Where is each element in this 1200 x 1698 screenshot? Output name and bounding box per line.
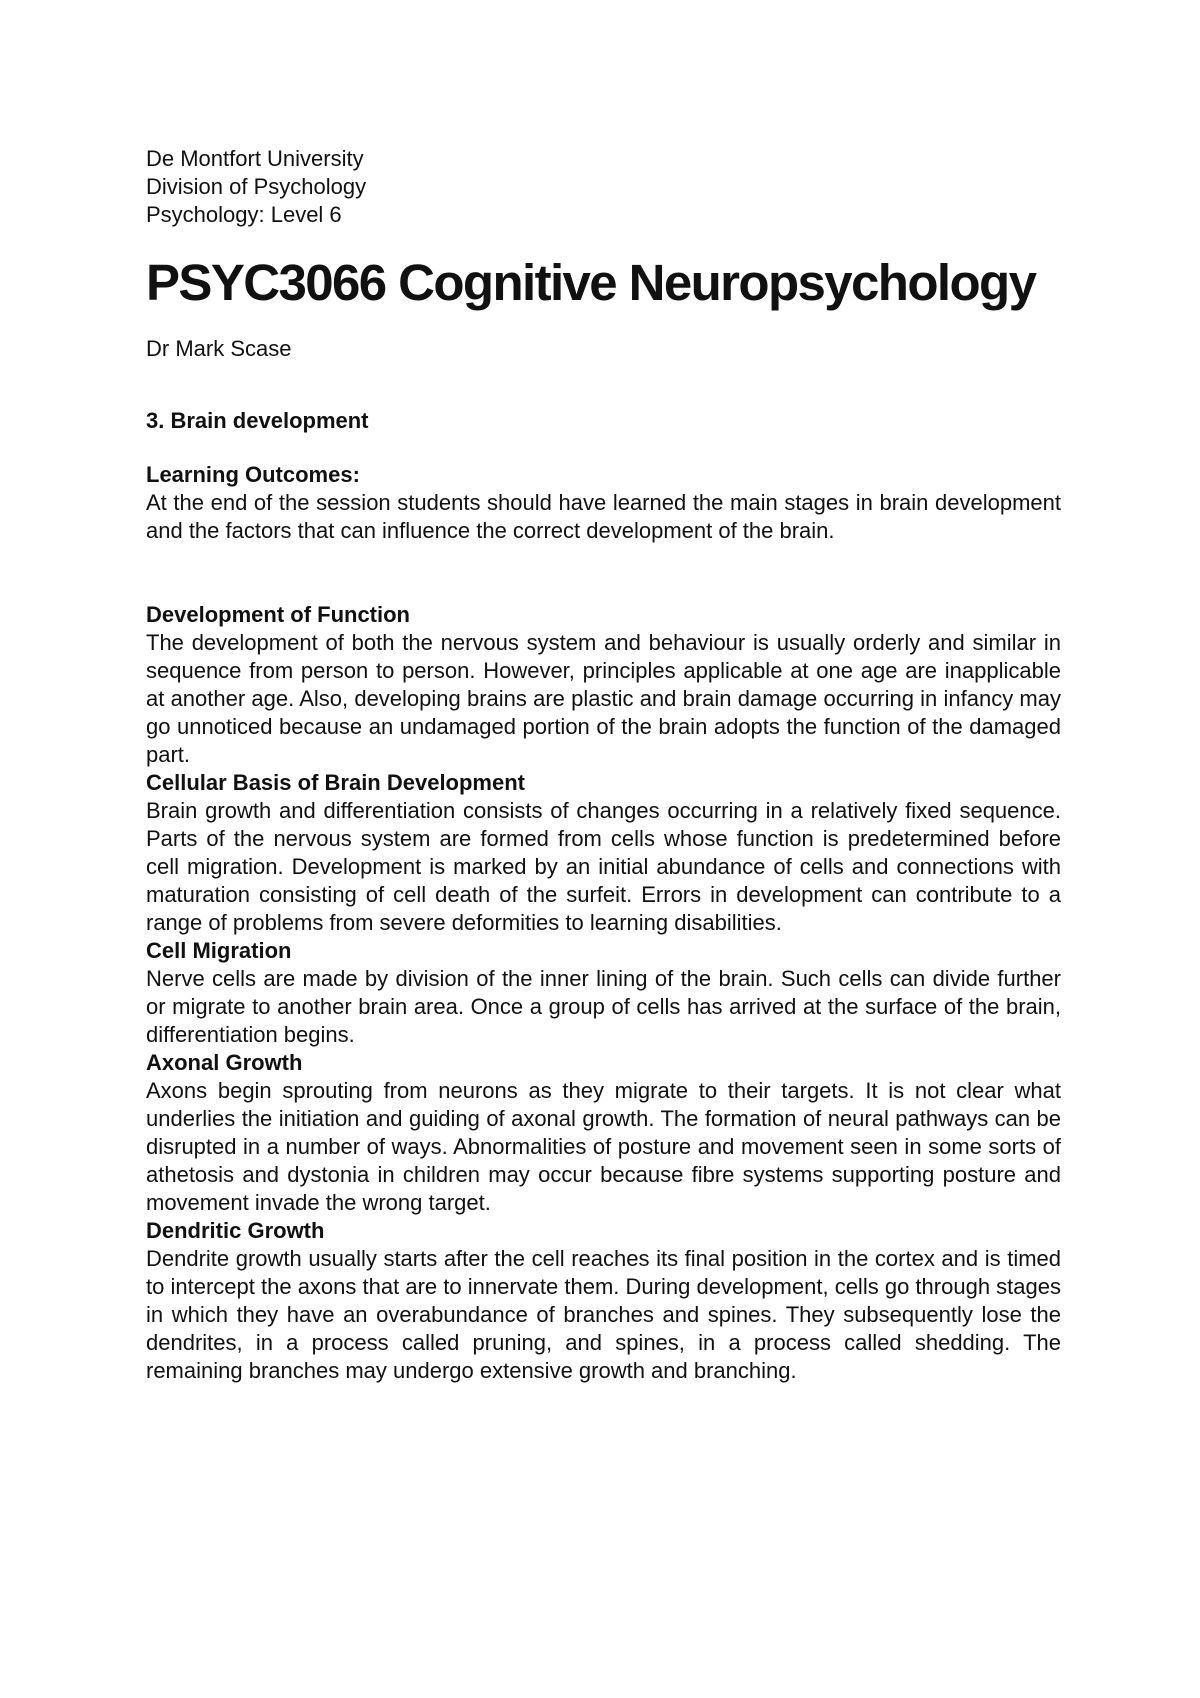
learning-outcomes-heading: Learning Outcomes: — [146, 462, 360, 487]
content-sections — [146, 601, 1061, 1385]
learning-outcomes-text: At the end of the session students should have learned the main stages in brain development and the factors that can influence the correct development of the brain. — [146, 490, 1061, 543]
author-name: Dr Mark Scase — [146, 336, 292, 361]
section-heading: Development of Function — [146, 602, 410, 627]
section-heading: Cellular Basis of Brain Development — [146, 770, 525, 795]
division-name: Division of Psychology — [146, 174, 367, 199]
institution-name: De Montfort University — [146, 146, 364, 171]
session-title: 3. Brain development — [146, 408, 369, 433]
section-dendritic-growth — [146, 1217, 1061, 1385]
learning-outcomes-block — [146, 461, 1061, 545]
section-development-of-function — [146, 601, 1061, 769]
section-text: Dendrite growth usually starts after the cell reaches its final position in the cortex and is timed to intercept the axons that are to innervate them. During development, cells go through stages in which they have an overabundance of branches and spines. They subsequently lose the dendrites, in a process called pruning, and spines, in a process called shedding. The remaining branches may undergo extensive growth and branching. — [146, 1246, 1061, 1383]
document-page — [146, 145, 1061, 1385]
section-text: Nerve cells are made by division of the inner lining of the brain. Such cells can divide further or migrate to another brain area. Once a group of cells has arrived at the surface of the brain, differentiation begins. — [146, 966, 1061, 1047]
section-text: Brain growth and differentiation consists of changes occurring in a relatively fixed sequence. Parts of the nervous system are formed from cells whose function is predetermined before cell migration. Development is marked by an initial abundance of cells and connections with maturation consisting of cell death of the surfeit. Errors in development can contribute to a range of problems from severe deformities to learning disabilities. — [146, 798, 1061, 935]
section-text: The development of both the nervous system and behaviour is usually orderly and similar in sequence from person to person. However, principles applicable at one age are inapplicable at another age. Also, developing brains are plastic and brain damage occurring in infancy may go unnoticed because an undamaged portion of the brain adopts the function of the damaged part. — [146, 630, 1061, 767]
section-cellular-basis — [146, 769, 1061, 937]
section-axonal-growth — [146, 1049, 1061, 1217]
level-label: Psychology: Level 6 — [146, 202, 342, 227]
section-heading: Cell Migration — [146, 938, 292, 963]
section-text: Axons begin sprouting from neurons as they migrate to their targets. It is not clear what underlies the initiation and guiding of axonal growth. The formation of neural pathways can be disrupted in a number of ways. Abnormalities of posture and movement seen in some sorts of athetosis and dystonia in children may occur because fibre systems supporting posture and movement invade the wrong target. — [146, 1078, 1061, 1215]
section-heading: Axonal Growth — [146, 1050, 303, 1075]
section-heading: Dendritic Growth — [146, 1218, 325, 1243]
document-header — [146, 145, 1061, 229]
course-title: PSYC3066 Cognitive Neuropsychology — [146, 254, 1036, 311]
section-cell-migration — [146, 937, 1061, 1049]
